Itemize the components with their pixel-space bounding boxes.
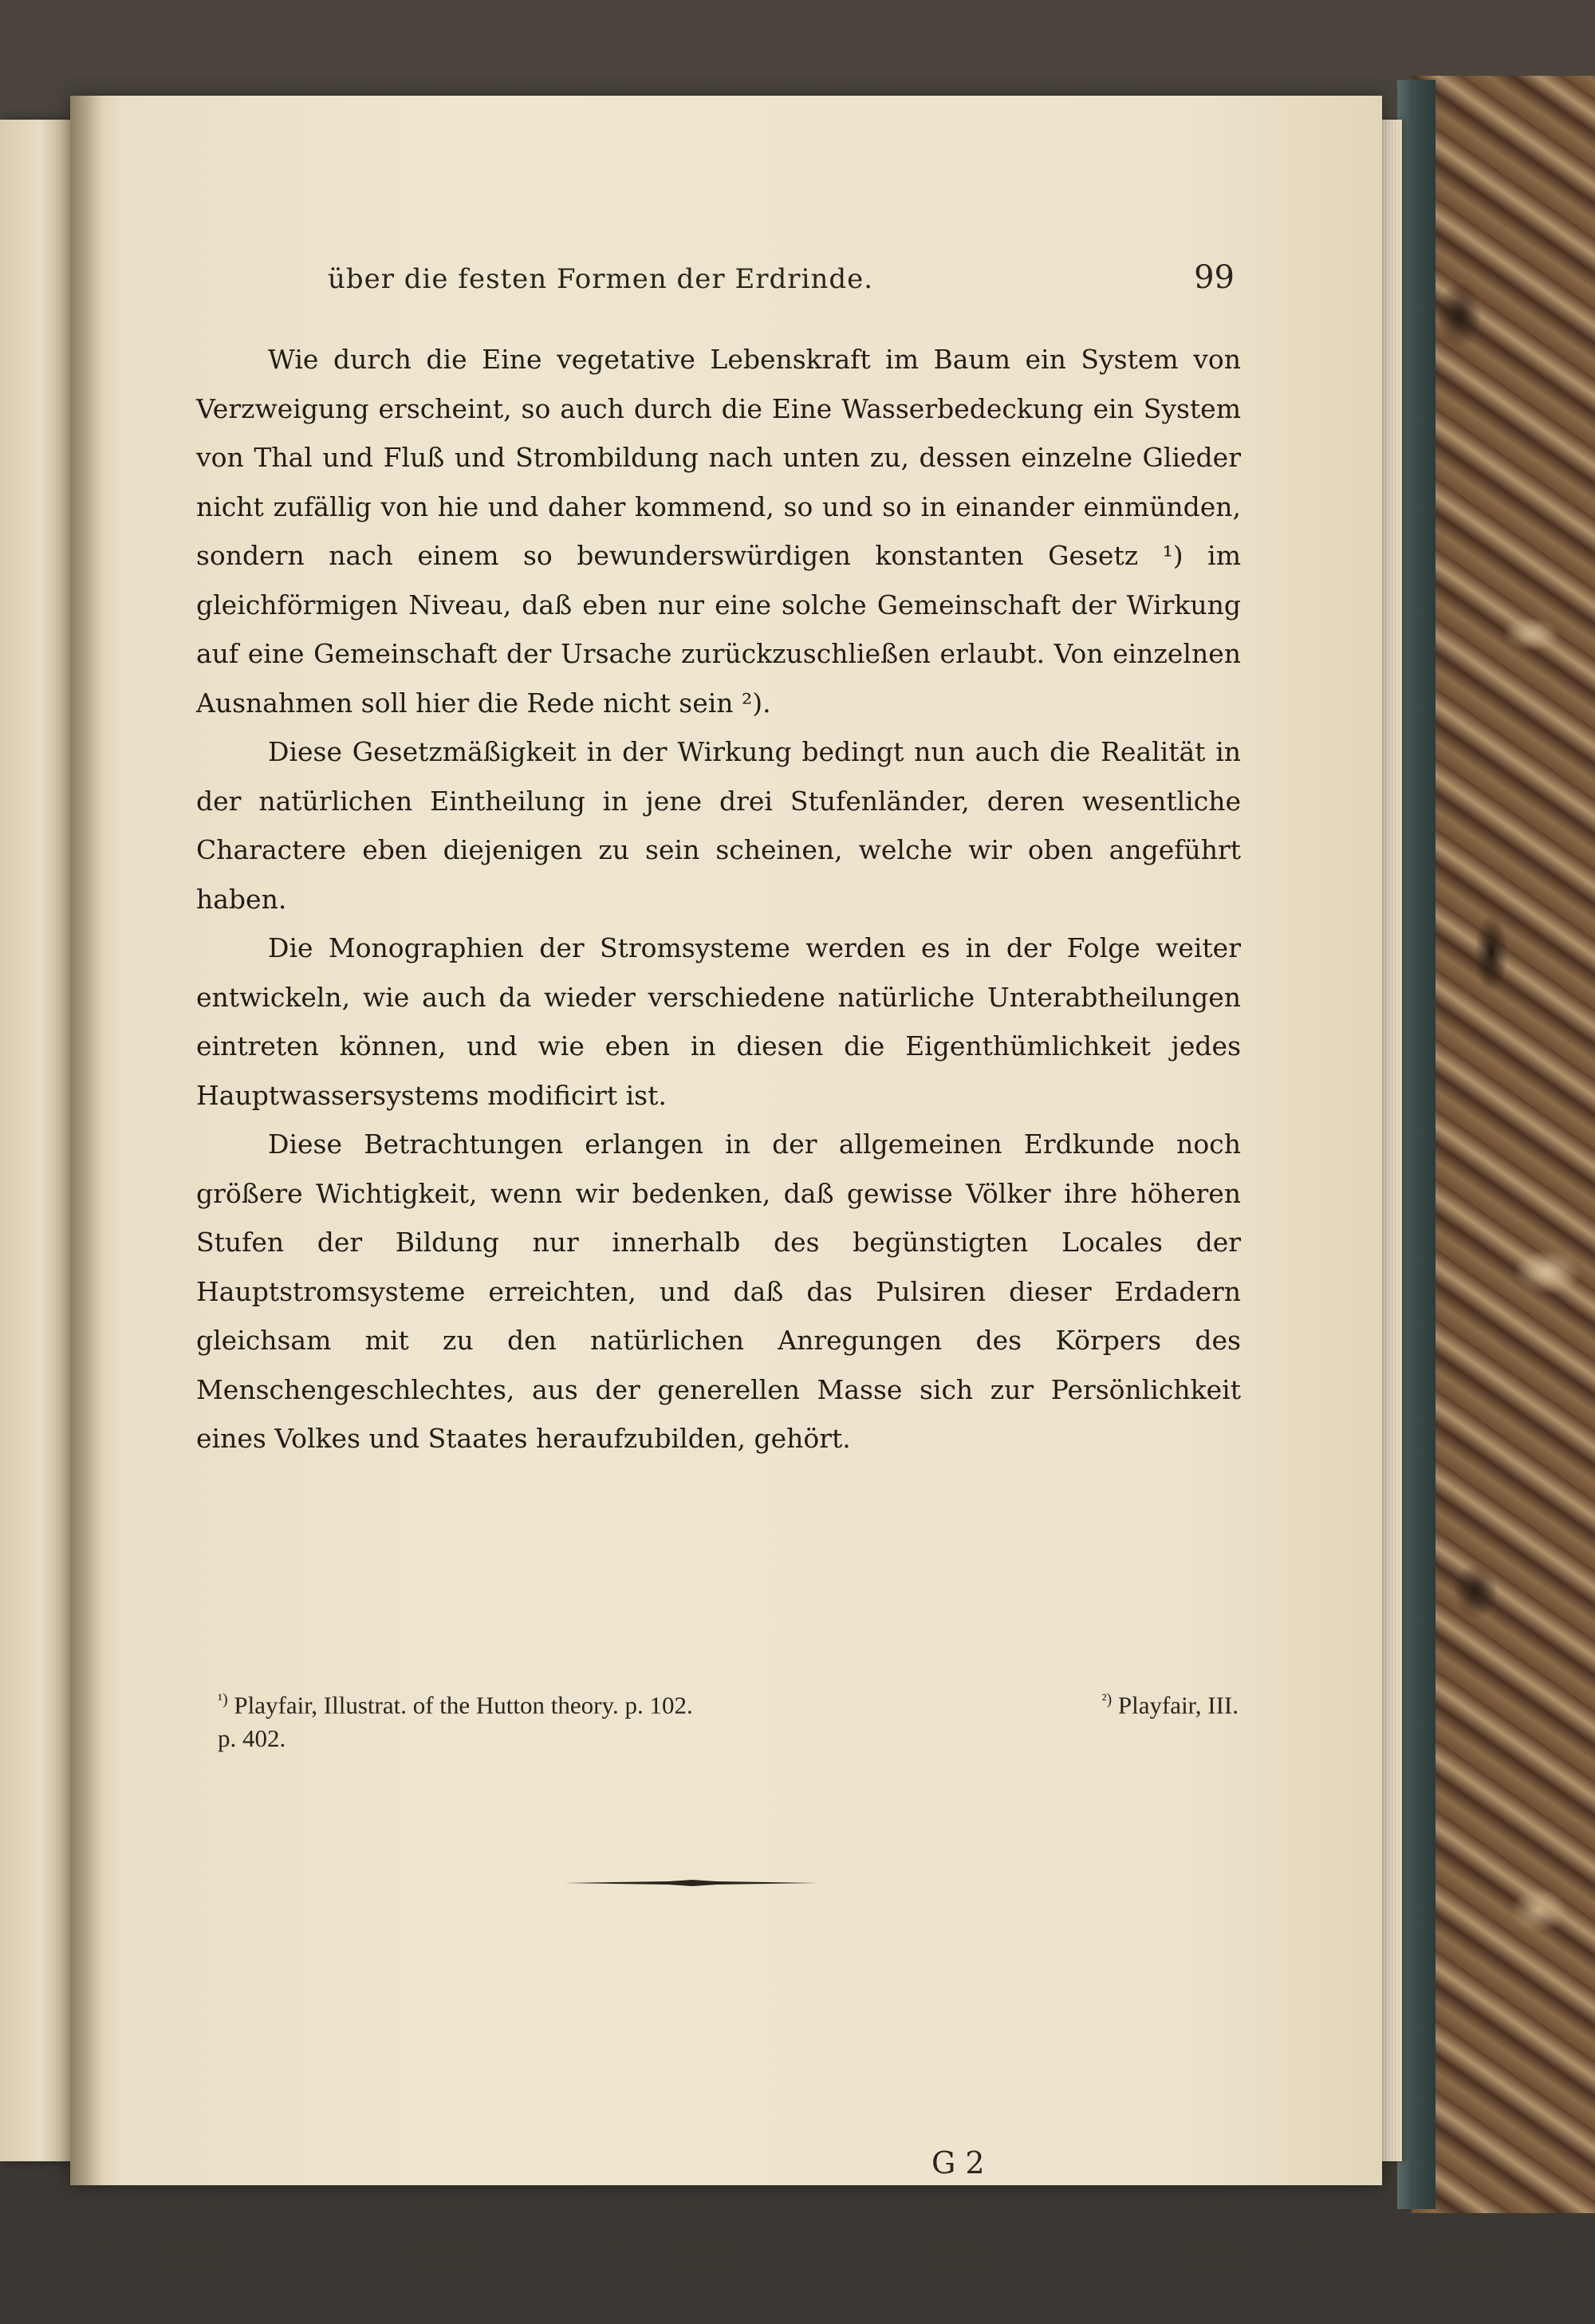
footnote-2-continuation: p. 402. xyxy=(218,1724,286,1753)
previous-page-edge xyxy=(0,120,73,2161)
footnote-2-mark: ²) xyxy=(1101,1691,1113,1708)
page-number: 99 xyxy=(1194,259,1235,296)
end-rule-ornament xyxy=(565,1880,820,1886)
cover-spine-edge xyxy=(1397,80,1436,2209)
footnote-1 xyxy=(218,1683,693,1722)
footnote-line xyxy=(218,1683,1239,1722)
body-text xyxy=(196,335,1241,1463)
printer-signature: G 2 xyxy=(931,2145,985,2180)
paragraph: Wie durch die Eine vegetative Lebenskraft im Baum ein System von Verzweigung erscheint, so auch durch die Eine Wasserbedeckung ein System von Thal und Fluß und Strombildung nach unten zu, dessen einzelne Glieder nicht zufällig von hie und daher kommend, so und so in einander einmünden, sondern nach einem so bewunderswürdigen konstanten Gesetz ¹) im gleichförmigen Niveau, daß eben nur eine solche Gemeinschaft der Wirkung auf eine Gemeinschaft der Ursache zurückzuschließen erlaubt. Von einzelnen Ausnahmen soll hier die Rede nicht sein ²). xyxy=(196,344,1241,719)
running-head: über die festen Formen der Erdrinde. xyxy=(327,263,874,295)
book-page xyxy=(70,96,1382,2185)
paragraph: Diese Betrachtungen erlangen in der allgemeinen Erdkunde noch größere Wichtigkeit, wenn wir bedenken, daß gewisse Völker ihre höheren Stufen der Bildung nur innerhalb des begünstigten Locales der Hauptstromsysteme erreichten, und daß das Pulsiren dieser Erdadern gleichsam mit zu den natürlichen Anregungen des Körpers des Menschengeschlechtes, aus der generellen Masse sich zur Persönlichkeit eines Volkes und Staates heraufzubilden, gehört. xyxy=(196,1129,1241,1454)
paragraph: Diese Gesetzmäßigkeit in der Wirkung bedingt nun auch die Realität in der natürlichen Eintheilung in jene drei Stufenländer, deren wesentliche Charactere eben diejenigen zu sein scheinen, welche wir oben angeführt haben. xyxy=(196,736,1241,915)
paragraph: Die Monographien der Stromsysteme werden es in der Folge weiter entwickeln, wie auch da wieder verschiedene natürliche Unterabtheilungen eintreten können, und wie eben in diesen die Eigenthümlichkeit jedes Hauptwassersystems modificirt ist. xyxy=(196,932,1241,1111)
gutter-shadow xyxy=(70,96,102,2185)
footnote-2-text: Playfair, III. xyxy=(1117,1691,1239,1719)
footnote-2 xyxy=(1101,1683,1239,1722)
footnote-1-text: Playfair, Illustrat. of the Hutton theory. p. 102. xyxy=(234,1691,693,1719)
footnote-1-mark: ¹) xyxy=(218,1691,228,1708)
footnotes xyxy=(218,1683,1239,1755)
marbled-cover xyxy=(1412,76,1595,2213)
